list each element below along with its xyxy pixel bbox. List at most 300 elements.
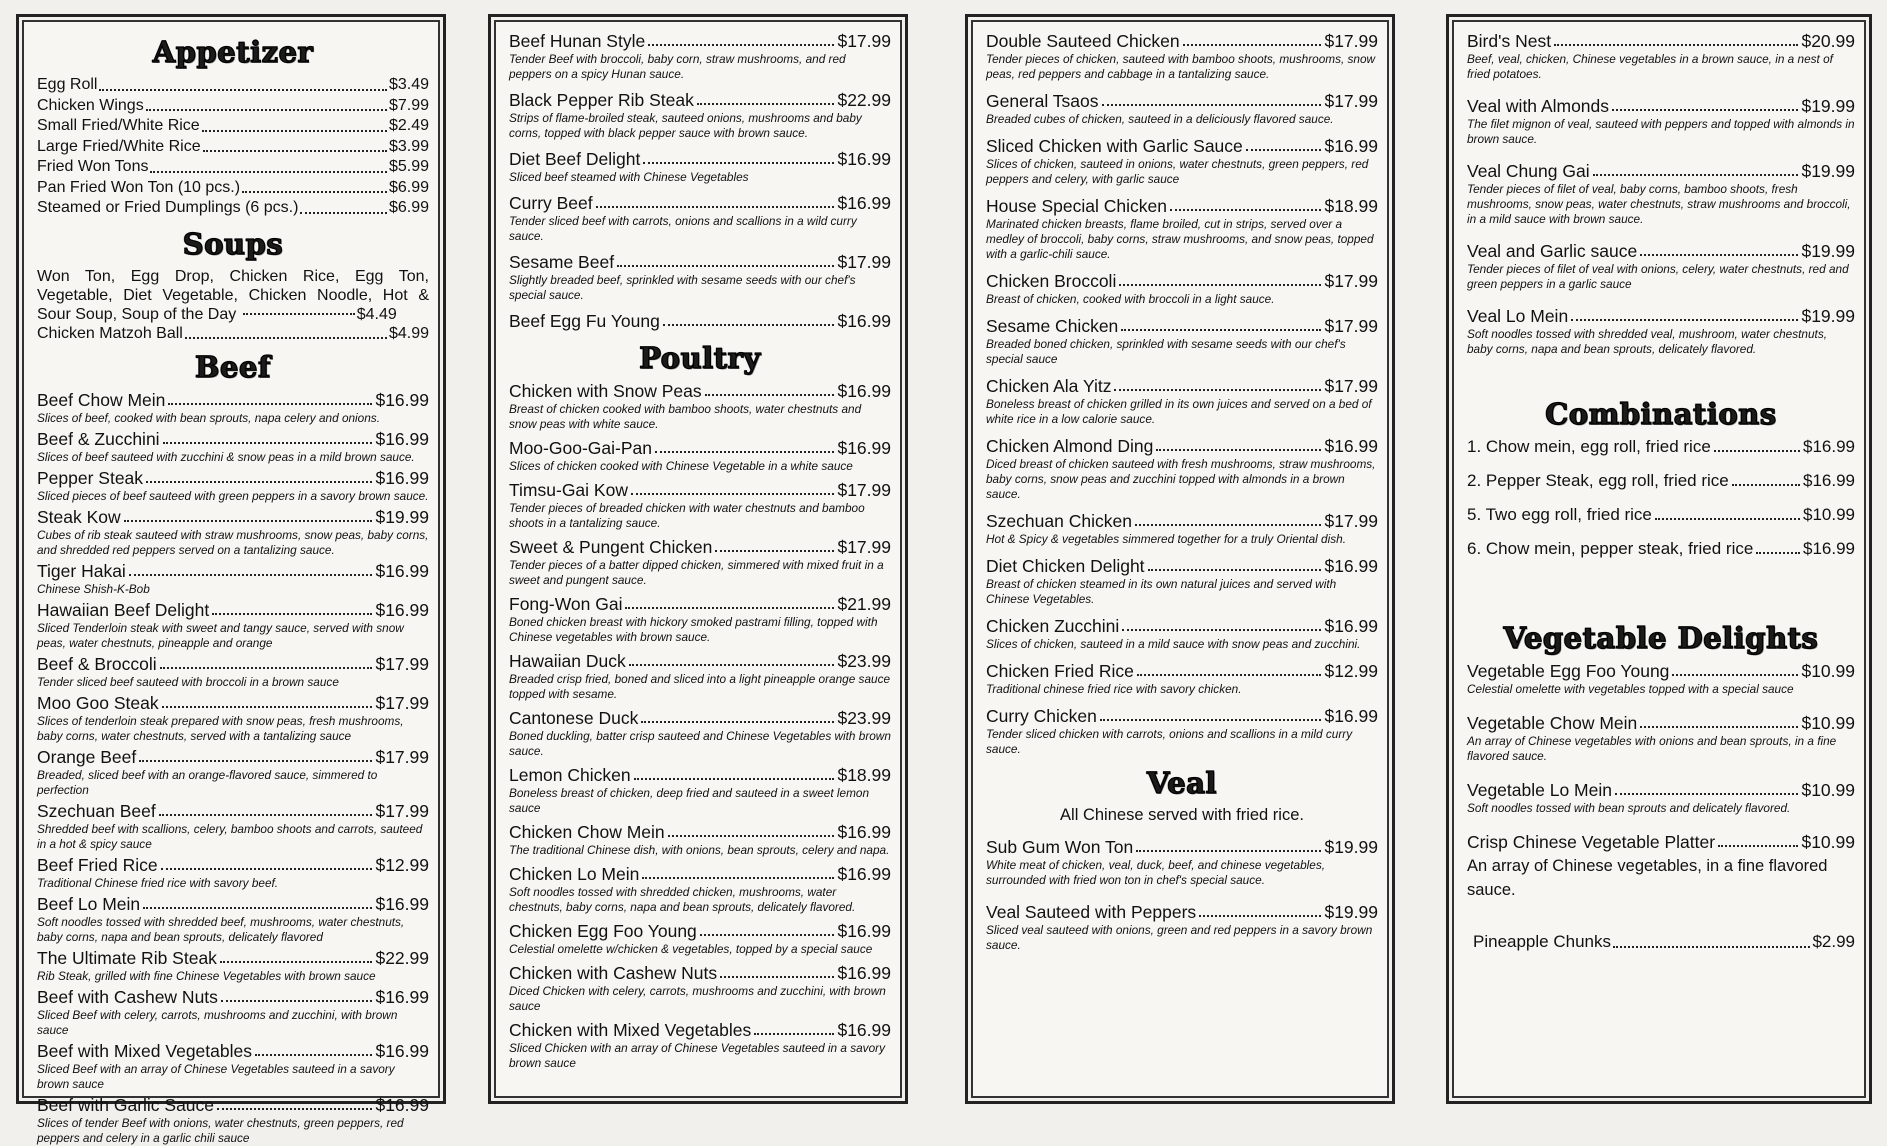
menu-item — [986, 271, 1378, 307]
item-row — [986, 556, 1378, 576]
menu-item — [37, 96, 429, 117]
item-price: $23.99 — [837, 651, 891, 671]
leader-dots — [1136, 837, 1321, 852]
item-row — [1467, 241, 1855, 261]
item-description: Soft noodles tossed with shredded chicken, mushrooms, water chestnuts, baby corns, napa and bean sprouts, delicately flavored. — [509, 885, 856, 914]
item-row — [509, 822, 891, 842]
menu-item — [37, 390, 429, 426]
item-description: Breaded cubes of chicken, sauteed in a deliciously flavored sauce. — [986, 112, 1334, 126]
leader-dots — [1137, 661, 1322, 676]
item-price: $3.49 — [388, 76, 429, 93]
menu-item — [986, 91, 1378, 127]
item-price: $19.99 — [1324, 902, 1378, 922]
item-name: Fong-Won Gai — [509, 594, 623, 614]
item-name: Vegetable Chow Mein — [1467, 713, 1638, 733]
item-price: $18.99 — [837, 765, 891, 785]
beef-list — [37, 390, 429, 1146]
item-name: The Ultimate Rib Steak — [37, 948, 217, 968]
item-description: Diced Chicken with celery, carrots, mushrooms and zucchini, with brown sauce — [509, 984, 886, 1013]
item-name: Moo-Goo-Gai-Pan — [509, 438, 652, 458]
veal-list — [986, 837, 1378, 953]
menu-item — [37, 116, 429, 137]
menu-item — [509, 90, 891, 141]
combinations-list — [1467, 437, 1855, 559]
item-row — [37, 654, 429, 674]
item-name: Curry Chicken — [986, 706, 1097, 726]
item-price: $16.99 — [375, 1095, 429, 1115]
item-price: $16.99 — [1324, 136, 1378, 156]
item-row — [509, 252, 891, 272]
item-name: Beef & Broccoli — [37, 654, 157, 674]
pineapple-price: $2.99 — [1812, 932, 1855, 951]
item-description: Sliced beef steamed with Chinese Vegetables — [509, 170, 749, 184]
item-row — [509, 480, 891, 500]
item-name: Beef Hunan Style — [509, 31, 646, 51]
leader-dots — [655, 438, 834, 453]
item-price: $16.99 — [1324, 556, 1378, 576]
item-row — [1467, 780, 1855, 800]
leader-dots — [625, 594, 834, 609]
item-row — [509, 193, 891, 213]
item-name: General Tsaos — [986, 91, 1099, 111]
item-row — [986, 837, 1378, 857]
item-price: $17.99 — [1324, 271, 1378, 291]
item-price: $19.99 — [1801, 241, 1855, 261]
leader-dots — [1554, 31, 1798, 46]
combination-item — [1467, 471, 1855, 491]
item-price: $17.99 — [1324, 316, 1378, 336]
item-name: Curry Beef — [509, 193, 593, 213]
item-name: Beef & Zucchini — [37, 429, 160, 449]
leader-dots — [617, 252, 834, 267]
item-price: $19.99 — [1801, 306, 1855, 326]
menu-item — [37, 507, 429, 558]
leader-dots — [641, 708, 834, 723]
item-price: $17.99 — [375, 747, 429, 767]
leader-dots — [300, 198, 387, 214]
item-description: Sliced veal sauteed with onions, green and red peppers in a savory brown sauce. — [986, 923, 1373, 952]
appetizer-list — [37, 75, 429, 219]
item-row — [509, 1020, 891, 1040]
combination-item — [1467, 539, 1855, 559]
menu-item — [986, 837, 1378, 888]
leader-dots — [643, 149, 834, 164]
item-description: Celestial omelette w/chicken & vegetables, topped by a special sauce — [509, 942, 873, 956]
leader-dots — [212, 600, 372, 615]
item-price: $22.99 — [837, 90, 891, 110]
leader-dots — [99, 75, 386, 91]
veal-heading: Veal — [1146, 766, 1218, 800]
item-description: Sliced Beef with celery, carrots, mushrooms and zucchini, with brown sauce — [37, 1008, 398, 1037]
menu-item — [37, 75, 429, 96]
menu-item — [37, 747, 429, 798]
item-description: Breast of chicken steamed in its own natural juices and served with Chinese Vegetables. — [986, 577, 1337, 606]
item-name: Chicken Matzoh Ball — [37, 324, 183, 342]
item-row — [37, 693, 429, 713]
leader-dots — [1119, 271, 1321, 286]
item-name: Beef Lo Mein — [37, 894, 141, 914]
item-description: The filet mignon of veal, sauteed with peppers and topped with almonds in brown sauce. — [1467, 117, 1855, 146]
soups-desc-price: $4.49 — [356, 305, 397, 323]
item-row — [37, 507, 429, 527]
item-price: $18.99 — [1324, 196, 1378, 216]
leader-dots — [631, 480, 835, 495]
item-description: Tender sliced beef with carrots, onions and scallions in a wild curry sauce. — [509, 214, 857, 243]
item-description: The traditional Chinese dish, with onions, bean sprouts, celery and napa. — [509, 843, 890, 857]
menu-item — [509, 537, 891, 588]
item-description: Shredded beef with scallions, celery, bamboo shoots and carrots, sauteed in a hot & spicy sauce — [37, 822, 423, 851]
menu-item — [986, 376, 1378, 427]
soups-description — [37, 267, 429, 324]
leader-dots — [160, 654, 373, 669]
item-row — [37, 429, 429, 449]
item-name: Timsu-Gai Kow — [509, 480, 628, 500]
item-row — [37, 894, 429, 914]
leader-dots — [255, 1041, 372, 1056]
menu-item — [986, 196, 1378, 262]
item-price: $7.99 — [388, 96, 429, 114]
leader-dots — [242, 178, 387, 194]
leader-dots — [203, 137, 387, 153]
menu-item — [509, 651, 891, 702]
leader-dots — [596, 193, 835, 208]
platter-desc: An array of Chinese vegetables, in a fine flavored sauce. — [1467, 857, 1828, 899]
poultry-heading: Poultry — [639, 341, 761, 375]
item-name: Tiger Hakai — [37, 561, 126, 581]
item-price: $10.99 — [1801, 780, 1855, 800]
menu-item — [509, 822, 891, 858]
item-name: Vegetable Lo Mein — [1467, 780, 1612, 800]
item-row — [1467, 31, 1855, 51]
item-row — [509, 311, 891, 331]
leader-dots — [1612, 96, 1798, 111]
menu-item — [1467, 780, 1855, 816]
item-row — [37, 600, 429, 620]
menu-item — [986, 706, 1378, 757]
item-name: Diet Chicken Delight — [986, 556, 1145, 576]
item-description: Tender sliced chicken with carrots, onions and scallions in a mild curry sauce. — [986, 727, 1353, 756]
leader-dots — [1135, 511, 1322, 526]
item-description: Breaded crisp fried, boned and sliced into a light pineapple orange sauce topped with sesame. — [509, 672, 891, 701]
item-name: Hawaiian Beef Delight — [37, 600, 210, 620]
item-name: 1. Chow mein, egg roll, fried rice — [1467, 437, 1711, 456]
pineapple-item — [1467, 932, 1855, 953]
leader-dots — [1672, 661, 1798, 676]
menu-item — [509, 438, 891, 474]
item-name: Bird's Nest — [1467, 31, 1552, 51]
menu-item — [37, 654, 429, 690]
menu-item — [1467, 306, 1855, 357]
leader-dots — [150, 157, 386, 173]
item-price: $16.99 — [837, 963, 891, 983]
veal-note: All Chinese served with fried rice. — [1060, 806, 1304, 824]
item-description: Tender sliced beef sauteed with broccoli in a brown sauce — [37, 675, 339, 689]
item-price: $16.99 — [1803, 539, 1855, 558]
item-price: $16.99 — [375, 390, 429, 410]
item-description: Sliced pieces of beef sauteed with green peppers in a savory brown sauce. — [37, 489, 429, 503]
item-name: Chicken Chow Mein — [509, 822, 665, 842]
pineapple-name: Pineapple Chunks — [1473, 932, 1611, 951]
item-row — [509, 381, 891, 401]
menu-item — [509, 708, 891, 759]
leader-dots — [754, 1020, 834, 1035]
item-price: $17.99 — [1324, 511, 1378, 531]
menu-item — [37, 324, 429, 345]
item-description: Soft noodles tossed with shredded veal, mushroom, water chestnuts, baby corns, napa and bean sprouts, delicately flavored. — [1467, 327, 1827, 356]
leader-dots — [217, 1095, 372, 1110]
menu-item — [509, 864, 891, 915]
item-description: Sliced Tenderloin steak with sweet and tangy sauce, served with snow peas, water chestnuts, pineapple and orange — [37, 621, 404, 650]
item-row — [1467, 306, 1855, 326]
item-row — [986, 436, 1378, 456]
item-description: Tender pieces of breaded chicken with water chestnuts and bamboo shoots in a tantalizing sauce. — [509, 501, 865, 530]
item-price: $16.99 — [837, 193, 891, 213]
item-row — [509, 438, 891, 458]
item-price: $20.99 — [1801, 31, 1855, 51]
item-row — [986, 706, 1378, 726]
item-name: Sliced Chicken with Garlic Sauce — [986, 136, 1243, 156]
item-price: $16.99 — [375, 468, 429, 488]
item-price: $19.99 — [1324, 837, 1378, 857]
leader-dots — [221, 987, 373, 1002]
item-name: Large Fried/White Rice — [37, 137, 201, 155]
item-price: $16.99 — [1324, 436, 1378, 456]
appetizer-heading: Appetizer — [152, 35, 314, 69]
leader-dots — [139, 747, 372, 762]
item-description: Tender pieces of filet of veal, baby corns, bamboo shoots, fresh mushrooms, snow peas, water chestnuts, straw mushrooms and broccoli, in a mild sauce with brown sauce. — [1467, 182, 1851, 226]
item-name: Cantonese Duck — [509, 708, 639, 728]
item-row — [509, 31, 891, 51]
item-name: Chicken Zucchini — [986, 616, 1120, 636]
leader-dots — [124, 507, 373, 522]
item-price: $16.99 — [837, 822, 891, 842]
item-row — [509, 90, 891, 110]
menu-item — [509, 252, 891, 303]
poultry-continued-list — [986, 31, 1378, 757]
item-row — [509, 149, 891, 169]
menu-item — [37, 948, 429, 984]
item-description: Slices of tenderloin steak prepared with snow peas, fresh mushrooms, baby corns, water chestnuts, served with a tantalizing sauce — [37, 714, 404, 743]
leader-dots — [1714, 437, 1800, 452]
menu-item — [509, 193, 891, 244]
item-name: Szechuan Beef — [37, 801, 156, 821]
item-name: 5. Two egg roll, fried rice — [1467, 505, 1652, 524]
item-price: $2.49 — [388, 117, 429, 134]
item-row — [1467, 161, 1855, 181]
menu-item — [37, 1095, 429, 1146]
item-name: Chicken Almond Ding — [986, 436, 1154, 456]
item-description: Soft noodles tossed with bean sprouts and delicately flavored. — [1467, 801, 1791, 815]
menu-item — [37, 429, 429, 465]
item-row — [37, 1095, 429, 1115]
menu-item — [1467, 661, 1855, 697]
item-price: $6.99 — [388, 199, 429, 216]
item-price: $16.99 — [837, 311, 891, 331]
beef-continued-list — [509, 31, 891, 331]
menu-panel-4 — [1446, 14, 1872, 1104]
item-name: Chicken Ala Yitz — [986, 376, 1112, 396]
leader-dots — [1640, 241, 1798, 256]
menu-item — [1467, 241, 1855, 292]
item-row — [986, 376, 1378, 396]
item-row — [509, 921, 891, 941]
item-row — [37, 801, 429, 821]
menu-item — [37, 693, 429, 744]
leader-dots — [1732, 471, 1800, 486]
item-row — [37, 468, 429, 488]
item-price: $10.99 — [1801, 713, 1855, 733]
item-description: Cubes of rib steak sauteed with straw mushrooms, snow peas, baby corns, and shredded red peppers served on a tantalizing sauce. — [37, 528, 429, 557]
item-row — [37, 948, 429, 968]
item-name: Orange Beef — [37, 747, 137, 767]
item-description: An array of Chinese vegetables with onions and bean sprouts, in a fine flavored sauce. — [1467, 734, 1837, 763]
soups-dots — [243, 313, 355, 315]
leader-dots — [1183, 31, 1322, 46]
leader-dots — [1121, 316, 1321, 331]
item-row — [1467, 96, 1855, 116]
menu-item — [509, 149, 891, 185]
item-row — [986, 616, 1378, 636]
combinations-heading: Combinations — [1545, 397, 1777, 431]
menu-item — [986, 556, 1378, 607]
item-name: Lemon Chicken — [509, 765, 631, 785]
soups-desc-text: Won Ton, Egg Drop, Chicken Rice, Egg Ton, Vegetable, Diet Vegetable, Chicken Noodle, Hot & Sour Soup, Soup of the Day — [37, 267, 429, 323]
item-description: Boneless breast of chicken grilled in its own juices and served on a bed of white rice in a low calorie sauce. — [986, 397, 1372, 426]
vegetable-heading: Vegetable Delights — [1503, 621, 1819, 655]
item-description: Rib Steak, grilled with fine Chinese Vegetables with brown sauce — [37, 969, 376, 983]
item-description: Breast of chicken cooked with bamboo shoots, water chestnuts and snow peas with white sauce. — [509, 402, 862, 431]
leader-dots — [146, 468, 372, 483]
item-name: Beef Fried Rice — [37, 855, 158, 875]
item-price: $5.99 — [388, 158, 429, 175]
item-price: $16.99 — [375, 429, 429, 449]
item-price: $12.99 — [1324, 661, 1378, 681]
item-name: Beef with Garlic Sauce — [37, 1095, 215, 1115]
item-name: Sweet & Pungent Chicken — [509, 537, 713, 557]
item-row — [37, 855, 429, 875]
menu-item — [37, 561, 429, 597]
leader-dots — [705, 381, 835, 396]
item-name: Beef Chow Mein — [37, 390, 166, 410]
item-name: Fried Won Tons — [37, 158, 149, 175]
item-description: Beef, veal, chicken, Chinese vegetables in a brown sauce, in a nest of fried potatoes. — [1467, 52, 1833, 81]
leader-dots — [1199, 902, 1321, 917]
item-price: $16.99 — [837, 149, 891, 169]
item-name: House Special Chicken — [986, 196, 1167, 216]
item-name: Beef with Cashew Nuts — [37, 987, 218, 1007]
item-price: $22.99 — [375, 948, 429, 968]
leader-dots — [634, 765, 835, 780]
item-name: Sesame Beef — [509, 252, 615, 272]
item-description: Marinated chicken breasts, flame broiled, cut in strips, served over a medley of broccoli, baby corns, straw mushrooms, and snow peas, topped with a garlic-chili sauce. — [986, 217, 1374, 261]
platter-price: $10.99 — [1801, 832, 1855, 852]
item-name: Pepper Steak — [37, 468, 144, 488]
leader-dots — [185, 324, 387, 340]
item-name: Sub Gum Won Ton — [986, 837, 1134, 857]
item-name: Chicken Broccoli — [986, 271, 1117, 291]
leader-dots — [1122, 616, 1321, 631]
item-price: $6.99 — [388, 178, 429, 196]
item-price: $17.99 — [375, 693, 429, 713]
item-price: $16.99 — [1803, 437, 1855, 456]
item-price: $17.99 — [837, 537, 891, 557]
item-description: Tender pieces of filet of veal with onions, celery, water chestnuts, red and green peppers in a garlic sauce — [1467, 262, 1849, 291]
item-price: $19.99 — [1801, 161, 1855, 181]
item-price: $16.99 — [375, 894, 429, 914]
item-description: Soft noodles tossed with shredded beef, mushrooms, water chestnuts, baby corns, napa and bean sprouts, delicately flavored — [37, 915, 405, 944]
item-row — [37, 390, 429, 410]
menu-item — [37, 468, 429, 504]
item-description: Slices of chicken, sauteed in a mild sauce with snow peas and zucchini. — [986, 637, 1361, 651]
leader-dots — [1170, 196, 1322, 211]
menu-item — [37, 157, 429, 178]
menu-item — [986, 31, 1378, 82]
leader-dots — [1593, 161, 1799, 176]
item-price: $3.99 — [388, 137, 429, 155]
menu-item — [37, 894, 429, 945]
item-row — [37, 987, 429, 1007]
vegetable-list — [1467, 661, 1855, 816]
menu-item — [37, 987, 429, 1038]
menu-item — [509, 31, 891, 82]
menu-item — [509, 765, 891, 816]
item-price: $16.99 — [837, 864, 891, 884]
item-name: Black Pepper Rib Steak — [509, 90, 694, 110]
item-description: Traditional chinese fried rice with savory chicken. — [986, 682, 1242, 696]
item-name: Chicken with Snow Peas — [509, 381, 702, 401]
menu-item — [986, 616, 1378, 652]
leader-dots — [161, 855, 373, 870]
menu-item — [1467, 96, 1855, 147]
leader-dots — [700, 921, 835, 936]
item-price: $21.99 — [837, 594, 891, 614]
item-name: Beef with Mixed Vegetables — [37, 1041, 252, 1061]
item-name: 2. Pepper Steak, egg roll, fried rice — [1467, 471, 1729, 490]
leader-dots — [162, 693, 373, 708]
item-name: Small Fried/White Rice — [37, 117, 200, 134]
item-description: Breaded boned chicken, sprinkled with sesame seeds with our chef's special sauce — [986, 337, 1346, 366]
item-row — [509, 708, 891, 728]
menu-panel-3 — [965, 14, 1395, 1104]
item-price: $4.99 — [388, 324, 429, 342]
item-description: Slices of chicken cooked with Chinese Vegetable in a white sauce — [509, 459, 853, 473]
leader-dots — [1148, 556, 1322, 571]
item-description: Diced breast of chicken sauteed with fresh mushrooms, straw mushrooms, baby corns, snow peas and zucchini topped with almonds in a brown sauce. — [986, 457, 1376, 501]
item-price: $17.99 — [1324, 376, 1378, 396]
item-price: $19.99 — [1801, 96, 1855, 116]
item-name: Egg Roll — [37, 76, 98, 93]
item-description: Strips of flame-broiled steak, sauteed onions, mushrooms and baby corns, topped with black pepper sauce with brown sauce. — [509, 111, 862, 140]
item-description: Slices of beef, cooked with bean sprouts, napa celery and onions. — [37, 411, 380, 425]
item-description: Sliced Chicken with an array of Chinese Vegetables sauteed in a savory brown sauce — [509, 1041, 885, 1070]
item-price: $17.99 — [375, 654, 429, 674]
menu-item — [986, 436, 1378, 502]
menu-item — [37, 855, 429, 891]
combination-item — [1467, 505, 1855, 525]
item-row — [509, 651, 891, 671]
item-row — [37, 561, 429, 581]
leader-dots — [1756, 539, 1800, 554]
menu-item — [509, 963, 891, 1014]
leader-dots — [163, 429, 373, 444]
item-price: $16.99 — [837, 1020, 891, 1040]
item-name: Chicken Lo Mein — [509, 864, 640, 884]
item-row — [986, 271, 1378, 291]
item-price: $10.99 — [1803, 505, 1855, 524]
leader-dots — [202, 116, 387, 132]
item-name: Double Sauteed Chicken — [986, 31, 1180, 51]
item-row — [509, 963, 891, 983]
